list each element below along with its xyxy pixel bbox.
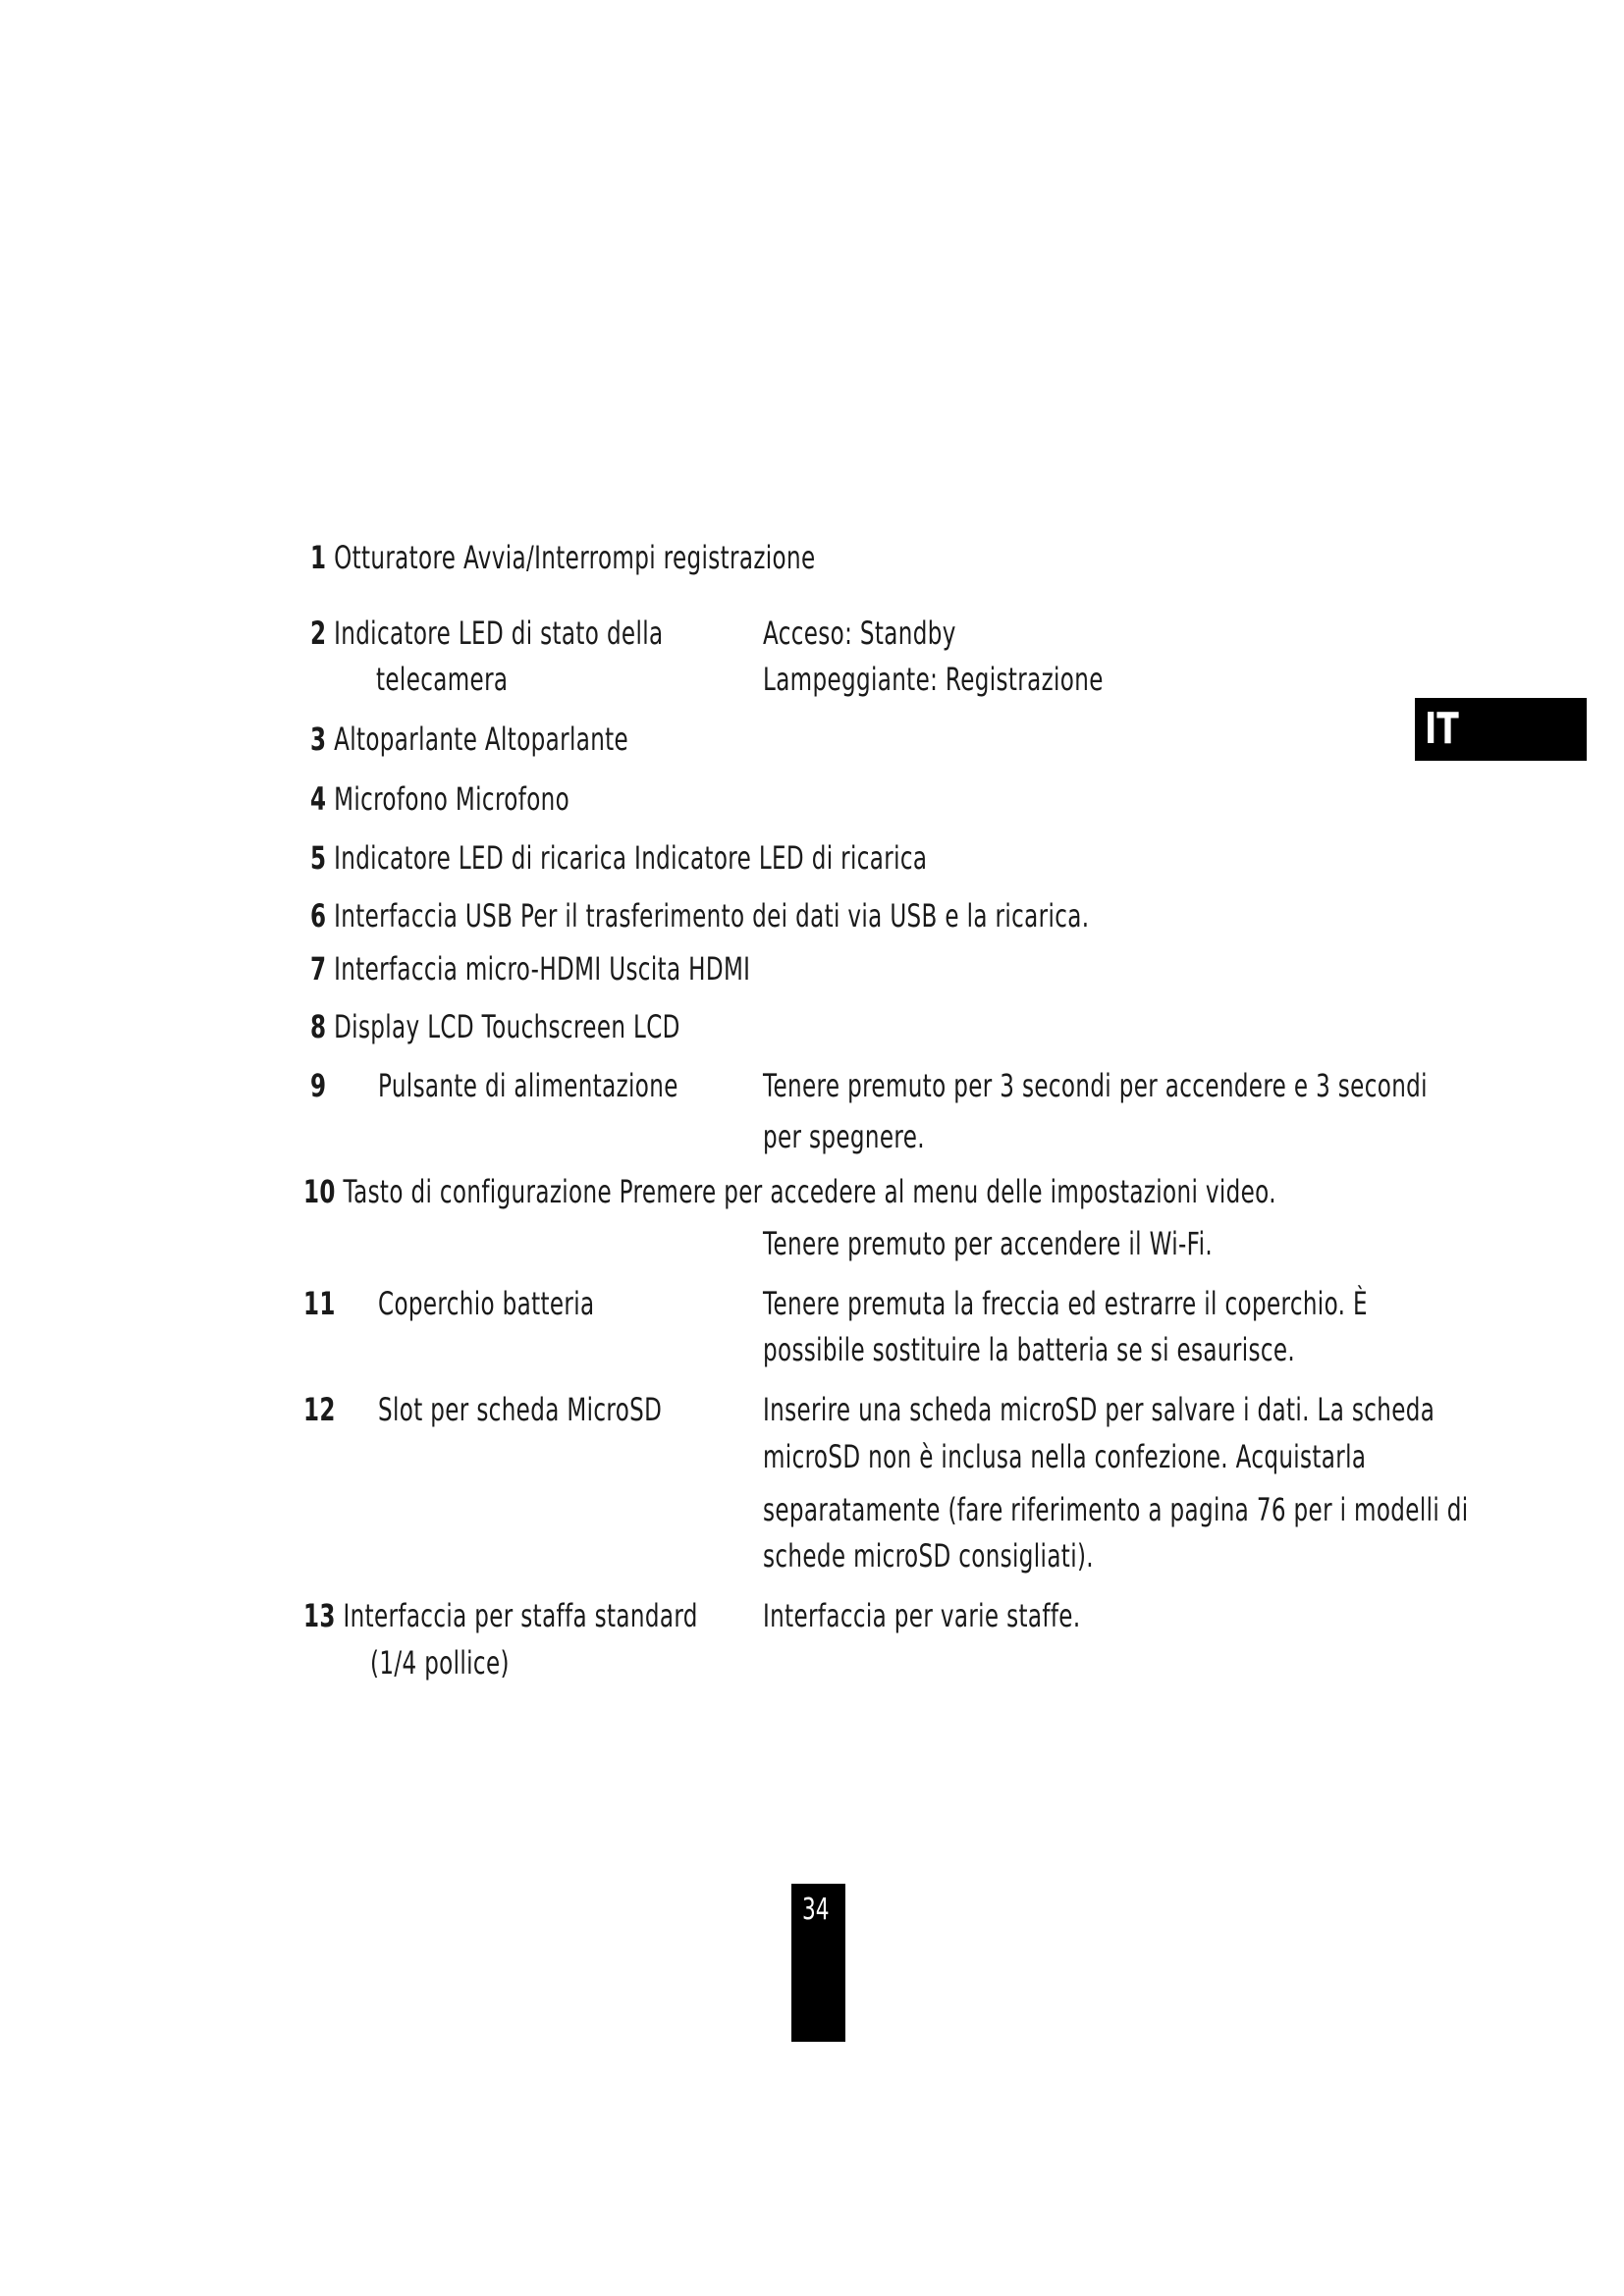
item-number: 7	[310, 950, 327, 988]
page-number-box	[791, 1884, 845, 2042]
item-label: Interfaccia per staffa standard	[343, 1597, 698, 1634]
item-text: Display LCD Touchscreen LCD	[334, 1008, 680, 1045]
item-text: Tasto di configurazione Premere per accedere al menu delle impostazioni video.	[343, 1173, 1276, 1210]
item-12-desc-1: Inserire una scheda microSD per salvare i dati. La scheda	[763, 1391, 1435, 1428]
item-1	[310, 540, 815, 575]
item-11-label: Coperchio batteria	[378, 1285, 595, 1322]
item-11-desc-1: Tenere premuta la freccia ed estrarre il coperchio. È	[763, 1285, 1368, 1322]
item-text: Interfaccia USB Per il trasferimento dei dati via USB e la ricarica.	[334, 897, 1090, 934]
item-number: 10	[303, 1173, 336, 1210]
item-text: Interfaccia micro-HDMI Uscita HDMI	[334, 950, 751, 988]
item-9-label: Pulsante di alimentazione	[378, 1067, 678, 1104]
item-text: Altoparlante Altoparlante	[334, 721, 629, 758]
item-12-desc-2: microSD non è inclusa nella confezione. Acquistarla	[763, 1438, 1367, 1475]
item-text: Otturatore Avvia/Interrompi registrazione	[334, 539, 816, 576]
item-10-desc-2: Tenere premuto per accendere il Wi-Fi.	[763, 1225, 1214, 1262]
item-2-label-continued: telecamera	[376, 661, 509, 698]
item-number: 6	[310, 897, 327, 934]
item-11-desc-2: possibile sostituire la batteria se si esaurisce.	[763, 1331, 1296, 1368]
item-number: 3	[310, 721, 327, 758]
item-13-label-continued: (1/4 pollice)	[370, 1644, 510, 1682]
item-number: 1	[310, 539, 327, 576]
item-number: 8	[310, 1008, 327, 1045]
item-number: 5	[310, 839, 327, 877]
item-4	[310, 781, 569, 817]
item-2-desc-1: Acceso: Standby	[763, 614, 956, 652]
item-label: Indicatore LED di stato della	[334, 614, 664, 652]
item-13-desc-1: Interfaccia per varie staffe.	[763, 1597, 1081, 1634]
item-text: Indicatore LED di ricarica Indicatore LED di ricarica	[334, 839, 928, 877]
item-9-desc-1: Tenere premuto per 3 secondi per accendere e 3 secondi	[763, 1067, 1428, 1104]
item-12-number: 12	[303, 1391, 336, 1428]
item-5	[310, 840, 927, 876]
item-number: 2	[310, 614, 327, 652]
item-2-desc-2: Lampeggiante: Registrazione	[763, 661, 1104, 698]
item-6	[310, 898, 1089, 934]
item-12-desc-3: separatamente (fare riferimento a pagina 76 per i modelli di	[763, 1491, 1469, 1528]
item-number: 13	[303, 1597, 336, 1634]
language-tab	[1415, 698, 1587, 761]
item-8	[310, 1009, 680, 1044]
item-7	[310, 951, 750, 987]
item-number: 4	[310, 780, 327, 818]
item-text: Microfono Microfono	[334, 780, 570, 818]
item-12-desc-4: schede microSD consigliati).	[763, 1537, 1094, 1575]
item-3	[310, 721, 628, 757]
item-9-desc-2: per spegnere.	[763, 1118, 925, 1155]
item-11-number: 11	[303, 1285, 336, 1322]
language-tab-label: IT	[1425, 704, 1459, 754]
page-number: 34	[802, 1893, 830, 1927]
item-2	[310, 615, 663, 651]
item-12-label: Slot per scheda MicroSD	[378, 1391, 663, 1428]
item-9-number: 9	[310, 1067, 327, 1104]
item-13	[303, 1598, 698, 1633]
item-10	[303, 1174, 1276, 1209]
